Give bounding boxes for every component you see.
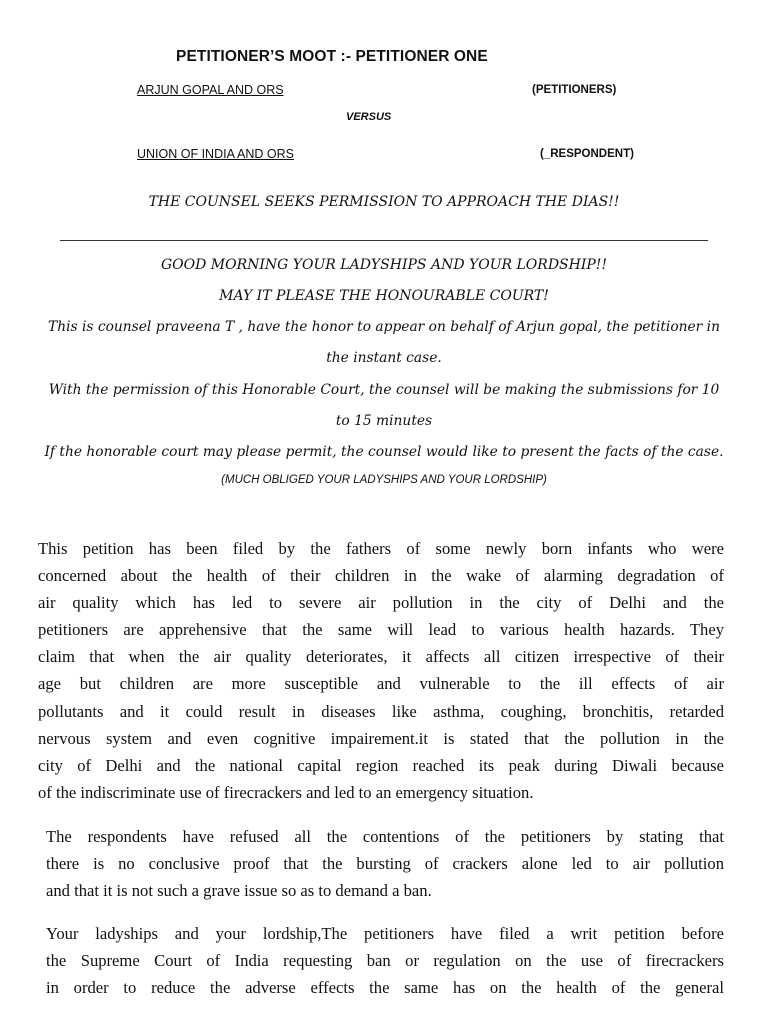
paragraph-line: petitioners are apprehensive that the same will lead to various health hazards. They — [38, 620, 724, 640]
approach-line: THE COUNSEL SEEKS PERMISSION TO APPROACH THE DIAS!! — [148, 194, 620, 210]
paragraph-line: the Supreme Court of India requesting ban or regulation on the use of firecrackers — [46, 951, 724, 971]
greeting-line: GOOD MORNING YOUR LADYSHIPS AND YOUR LORDSHIP!! — [160, 257, 608, 273]
permission-line-1: With the permission of this Honorable Court, the counsel will be making the submissions for 10 — [48, 382, 720, 398]
facts-paragraph — [38, 535, 724, 806]
intro-line-1: This is counsel praveena T , have the honor to appear on behalf of Arjun gopal, the petitioner in — [48, 319, 720, 335]
paragraph-line: nervous system and even cognitive impairement.it is stated that the pollution in the — [38, 728, 724, 748]
paragraph-line: concerned about the health of their children in the wake of alarming degradation of — [38, 566, 724, 586]
respondent-role: (_RESPONDENT) — [540, 148, 634, 160]
obliged-line: (MUCH OBLIGED YOUR LADYSHIPS AND YOUR LORDSHIP) — [221, 474, 547, 486]
paragraph-line: This petition has been filed by the fathers of some newly born infants who were — [38, 539, 724, 558]
document-title: PETITIONER’S MOOT :- PETITIONER ONE — [176, 48, 488, 65]
paragraph-line: pollutants and it could result in diseases like asthma, coughing, bronchitis, retarded — [38, 701, 724, 721]
respondents-paragraph — [46, 823, 724, 904]
divider-line — [60, 240, 708, 241]
paragraph-line: city of Delhi and the national capital region reached its peak during Diwali because — [38, 755, 724, 775]
paragraph-line: in order to reduce the adverse effects the same has on the health of the general — [46, 978, 724, 998]
facts-line: If the honorable court may please permit, the counsel would like to present the facts of the case. — [44, 444, 724, 460]
paragraph-line: and that it is not such a grave issue so as to demand a ban. — [46, 881, 432, 901]
intro-line-2: the instant case. — [326, 350, 442, 366]
paragraph-line: claim that when the air quality deteriorates, it affects all citizen irrespective of their — [38, 647, 724, 667]
paragraph-line: The respondents have refused all the contentions of the petitioners by stating that — [46, 827, 724, 846]
petitioner-party: ARJUN GOPAL AND ORS — [137, 83, 284, 97]
petitioner-role: (PETITIONERS) — [532, 84, 617, 96]
paragraph-line: of the indiscriminate use of firecrackers and led to an emergency situation. — [38, 782, 534, 802]
paragraph-line: air quality which has led to severe air pollution in the city of Delhi and the — [38, 593, 724, 613]
paragraph-line: there is no conclusive proof that the bursting of crackers alone led to air pollution — [46, 854, 724, 874]
please-court-line: MAY IT PLEASE THE HONOURABLE COURT! — [219, 288, 549, 304]
paragraph-line: Your ladyships and your lordship,The petitioners have filed a writ petition before — [46, 924, 724, 943]
paragraph-line: age but children are more susceptible and vulnerable to the ill effects of air — [38, 674, 724, 694]
writ-petition-paragraph — [46, 920, 724, 1001]
versus-label: VERSUS — [346, 111, 392, 123]
permission-line-2: to 15 minutes — [335, 413, 433, 429]
respondent-party: UNION OF INDIA AND ORS — [137, 147, 294, 161]
